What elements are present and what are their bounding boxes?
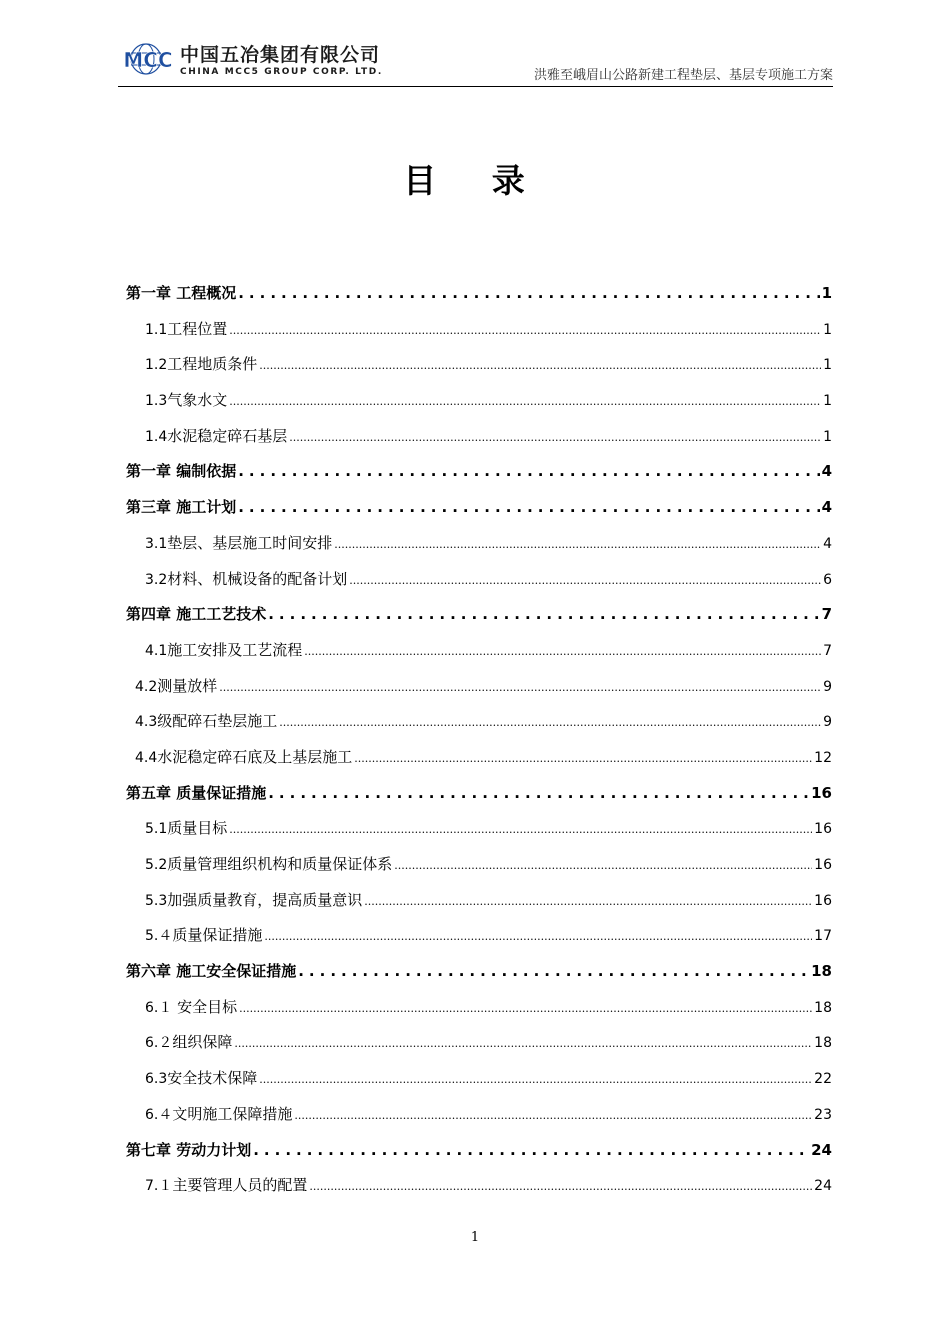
toc-entry-text: 第一章 编制依据: [126, 462, 237, 481]
toc-page-number: 24: [814, 1178, 832, 1195]
toc-entry-label: [145, 532, 332, 553]
toc-entry-label: [145, 853, 392, 874]
toc-entry-text: 质量保证措施: [172, 926, 263, 945]
toc-section-number: 3.1: [145, 535, 168, 552]
toc-dot-leader: [294, 1109, 812, 1122]
toc-page-number: 7: [823, 642, 832, 659]
toc-section-entry[interactable]: [126, 568, 832, 604]
toc-entry-label: [126, 960, 296, 981]
toc-section-number: 1.1: [145, 321, 168, 338]
toc-entry-text: 主要管理人员的配置: [172, 1176, 308, 1195]
toc-page-number: 9: [823, 714, 832, 731]
toc-dot-leader: [229, 395, 821, 408]
toc-entry-text: 工程地质条件: [167, 355, 258, 374]
toc-section-number: 7.１: [145, 1178, 173, 1195]
toc-page-number: 18: [814, 999, 832, 1016]
toc-section-entry[interactable]: [126, 924, 832, 960]
toc-section-entry[interactable]: [126, 1174, 832, 1210]
toc-dot-leader: [349, 574, 821, 587]
toc-entry-text: 施工安排及工艺流程: [167, 640, 303, 659]
toc-page-number: 18: [811, 962, 832, 981]
toc-section-number: 5.1: [145, 821, 168, 838]
toc-page-number: 22: [814, 1071, 832, 1088]
toc-entry-text: 第五章 质量保证措施: [126, 783, 267, 802]
toc-entry-text: 质量目标: [167, 819, 228, 838]
toc-section-entry[interactable]: [126, 746, 832, 782]
toc-dot-leader: [238, 462, 819, 480]
toc-entry-label: [145, 568, 347, 589]
toc-page-number: 1: [821, 284, 832, 302]
toc-dot-leader: [304, 645, 821, 658]
toc-section-entry[interactable]: [126, 1103, 832, 1139]
toc-section-number: 1.4: [145, 428, 168, 445]
toc-chapter-entry[interactable]: [126, 603, 832, 639]
toc-page-number: 24: [811, 1140, 832, 1159]
toc-entry-text: 气象水文: [167, 391, 228, 410]
toc-dot-leader: [259, 1073, 812, 1086]
toc-entry-label: [145, 1067, 257, 1088]
toc-chapter-entry[interactable]: [126, 782, 832, 818]
toc-dot-leader: [279, 716, 821, 729]
toc-entry-text: 组织保障: [172, 1033, 233, 1052]
toc-dot-leader: [394, 859, 812, 872]
mcc-logo: [118, 42, 178, 76]
toc-page-number: 4: [821, 462, 832, 481]
toc-entry-label: [126, 603, 266, 624]
toc-title: 目 录: [403, 161, 547, 200]
logo-text: MCC: [123, 48, 173, 72]
table-of-contents: [126, 282, 832, 1210]
toc-entry-text: 加强质量教育，提高质量意识: [167, 890, 363, 909]
toc-section-number: 6.２: [145, 1035, 173, 1052]
toc-dot-leader: [334, 538, 821, 551]
toc-section-number: 5.3: [145, 892, 168, 909]
toc-entry-text: 文明施工保障措施: [172, 1104, 293, 1123]
toc-chapter-entry[interactable]: [126, 460, 832, 496]
toc-entry-text: 第六章 施工安全保证措施: [126, 962, 297, 981]
toc-section-entry[interactable]: [126, 853, 832, 889]
toc-section-number: 3.2: [145, 571, 168, 588]
toc-entry-label: [135, 675, 217, 696]
toc-entry-text: 测量放样: [157, 676, 218, 695]
toc-dot-leader: [364, 895, 812, 908]
toc-chapter-entry[interactable]: [126, 960, 832, 996]
toc-chapter-entry[interactable]: [126, 1139, 832, 1175]
toc-dot-leader: [234, 1037, 812, 1050]
toc-section-entry[interactable]: [126, 639, 832, 675]
toc-entry-label: [126, 782, 266, 803]
toc-entry-label: [126, 282, 236, 303]
toc-section-number: 5.2: [145, 857, 168, 873]
toc-section-number: 4.4: [135, 749, 158, 766]
toc-entry-text: 安全目标: [172, 997, 238, 1016]
page-header: [118, 40, 833, 87]
toc-entry-text: 第四章 施工工艺技术: [126, 605, 267, 624]
toc-entry-label: [145, 924, 262, 945]
toc-chapter-entry[interactable]: [126, 496, 832, 532]
toc-section-number: 4.3: [135, 714, 158, 731]
toc-entry-label: [145, 889, 362, 910]
toc-page-number: 6: [823, 571, 832, 588]
toc-dot-leader: [309, 1180, 812, 1193]
toc-dot-leader: [238, 498, 819, 516]
toc-dot-leader: [298, 962, 809, 980]
company-name: [180, 44, 383, 77]
toc-entry-text: 垫层、基层施工时间安排: [167, 533, 333, 552]
toc-dot-leader: [264, 930, 812, 943]
toc-page-number: 23: [814, 1106, 832, 1123]
toc-entry-text: 级配碎石垫层施工: [157, 712, 278, 731]
toc-section-number: 5.４: [145, 928, 173, 945]
toc-entry-label: [145, 1174, 307, 1195]
toc-entry-label: [145, 1031, 232, 1052]
toc-section-entry[interactable]: [126, 996, 832, 1032]
toc-section-entry[interactable]: [126, 318, 832, 354]
toc-entry-label: [145, 817, 227, 838]
toc-entry-label: [145, 389, 227, 410]
toc-dot-leader: [289, 431, 821, 444]
toc-entry-label: [126, 1139, 251, 1160]
toc-page-number: 16: [814, 857, 832, 873]
toc-entry-label: [145, 639, 302, 660]
toc-section-number: 6.3: [145, 1071, 168, 1088]
toc-entry-text: 工程位置: [167, 319, 228, 338]
toc-entry-text: 第一章 工程概况: [126, 284, 237, 302]
toc-page-number: 7: [821, 605, 832, 624]
toc-dot-leader: [268, 605, 819, 623]
toc-section-number: 4.2: [135, 678, 158, 695]
document-title: 洪雅至峨眉山公路新建工程垫层、基层专项施工方案: [533, 68, 833, 83]
toc-page-number: 1: [823, 321, 832, 338]
toc-entry-label: [145, 996, 237, 1017]
toc-page-number: 1: [823, 357, 832, 374]
toc-page-number: 16: [811, 783, 832, 802]
toc-page-number: 1: [823, 428, 832, 445]
toc-entry-text: 水泥稳定碎石底及上基层施工: [157, 747, 353, 766]
toc-section-entry[interactable]: [126, 532, 832, 568]
toc-entry-label: [135, 710, 277, 731]
toc-entry-label: [145, 1103, 292, 1124]
toc-section-number: 4.1: [145, 642, 168, 659]
toc-section-number: 1.2: [145, 357, 168, 374]
toc-page-number: 4: [823, 535, 832, 552]
toc-section-entry[interactable]: [126, 817, 832, 853]
toc-section-entry[interactable]: [126, 710, 832, 746]
toc-section-number: 1.3: [145, 393, 168, 410]
company-name-cn: 中国五冶集团有限公司: [180, 44, 381, 66]
toc-entry-text: 质量管理组织机构和质量保证体系: [167, 855, 393, 873]
toc-section-entry[interactable]: [126, 1031, 832, 1067]
toc-section-entry[interactable]: [126, 889, 832, 925]
toc-page-number: 17: [814, 928, 832, 945]
toc-entry-label: [145, 318, 227, 339]
toc-page-number: 9: [823, 678, 832, 695]
toc-entry-label: [145, 425, 287, 446]
toc-section-number: 6.１: [145, 999, 173, 1016]
toc-entry-text: 水泥稳定碎石基层: [167, 426, 288, 445]
toc-section-entry[interactable]: [126, 353, 832, 389]
toc-dot-leader: [229, 324, 821, 337]
toc-entry-label: [135, 746, 352, 767]
toc-entry-label: [145, 353, 257, 374]
toc-chapter-entry[interactable]: [126, 282, 832, 318]
toc-section-entry[interactable]: [126, 1067, 832, 1103]
toc-page-number: 16: [814, 821, 832, 838]
toc-page-number: 18: [814, 1035, 832, 1052]
toc-entry-label: [126, 496, 236, 517]
toc-section-number: 6.４: [145, 1106, 173, 1123]
toc-page-number: 1: [823, 393, 832, 410]
toc-entry-text: 安全技术保障: [167, 1069, 258, 1088]
toc-entry-text: 材料、机械设备的配备计划: [167, 569, 348, 588]
toc-entry-text: 第三章 施工计划: [126, 498, 237, 517]
toc-section-entry[interactable]: [126, 425, 832, 461]
toc-dot-leader: [259, 359, 821, 372]
toc-section-entry[interactable]: [126, 389, 832, 425]
toc-dot-leader: [238, 284, 819, 302]
toc-page-number: 4: [821, 498, 832, 517]
toc-dot-leader: [268, 784, 809, 802]
toc-dot-leader: [219, 681, 821, 694]
toc-section-entry[interactable]: [126, 675, 832, 711]
toc-entry-label: [126, 460, 236, 481]
toc-page-number: 16: [814, 892, 832, 909]
toc-dot-leader: [229, 823, 812, 836]
toc-dot-leader: [253, 1141, 809, 1159]
toc-dot-leader: [239, 1002, 812, 1015]
toc-page-number: 12: [814, 749, 832, 766]
page-number: 1: [470, 1230, 480, 1245]
company-name-en: CHINA MCC5 GROUP CORP. LTD.: [180, 67, 383, 77]
toc-dot-leader: [354, 752, 812, 765]
toc-entry-text: 第七章 劳动力计划: [126, 1140, 252, 1159]
